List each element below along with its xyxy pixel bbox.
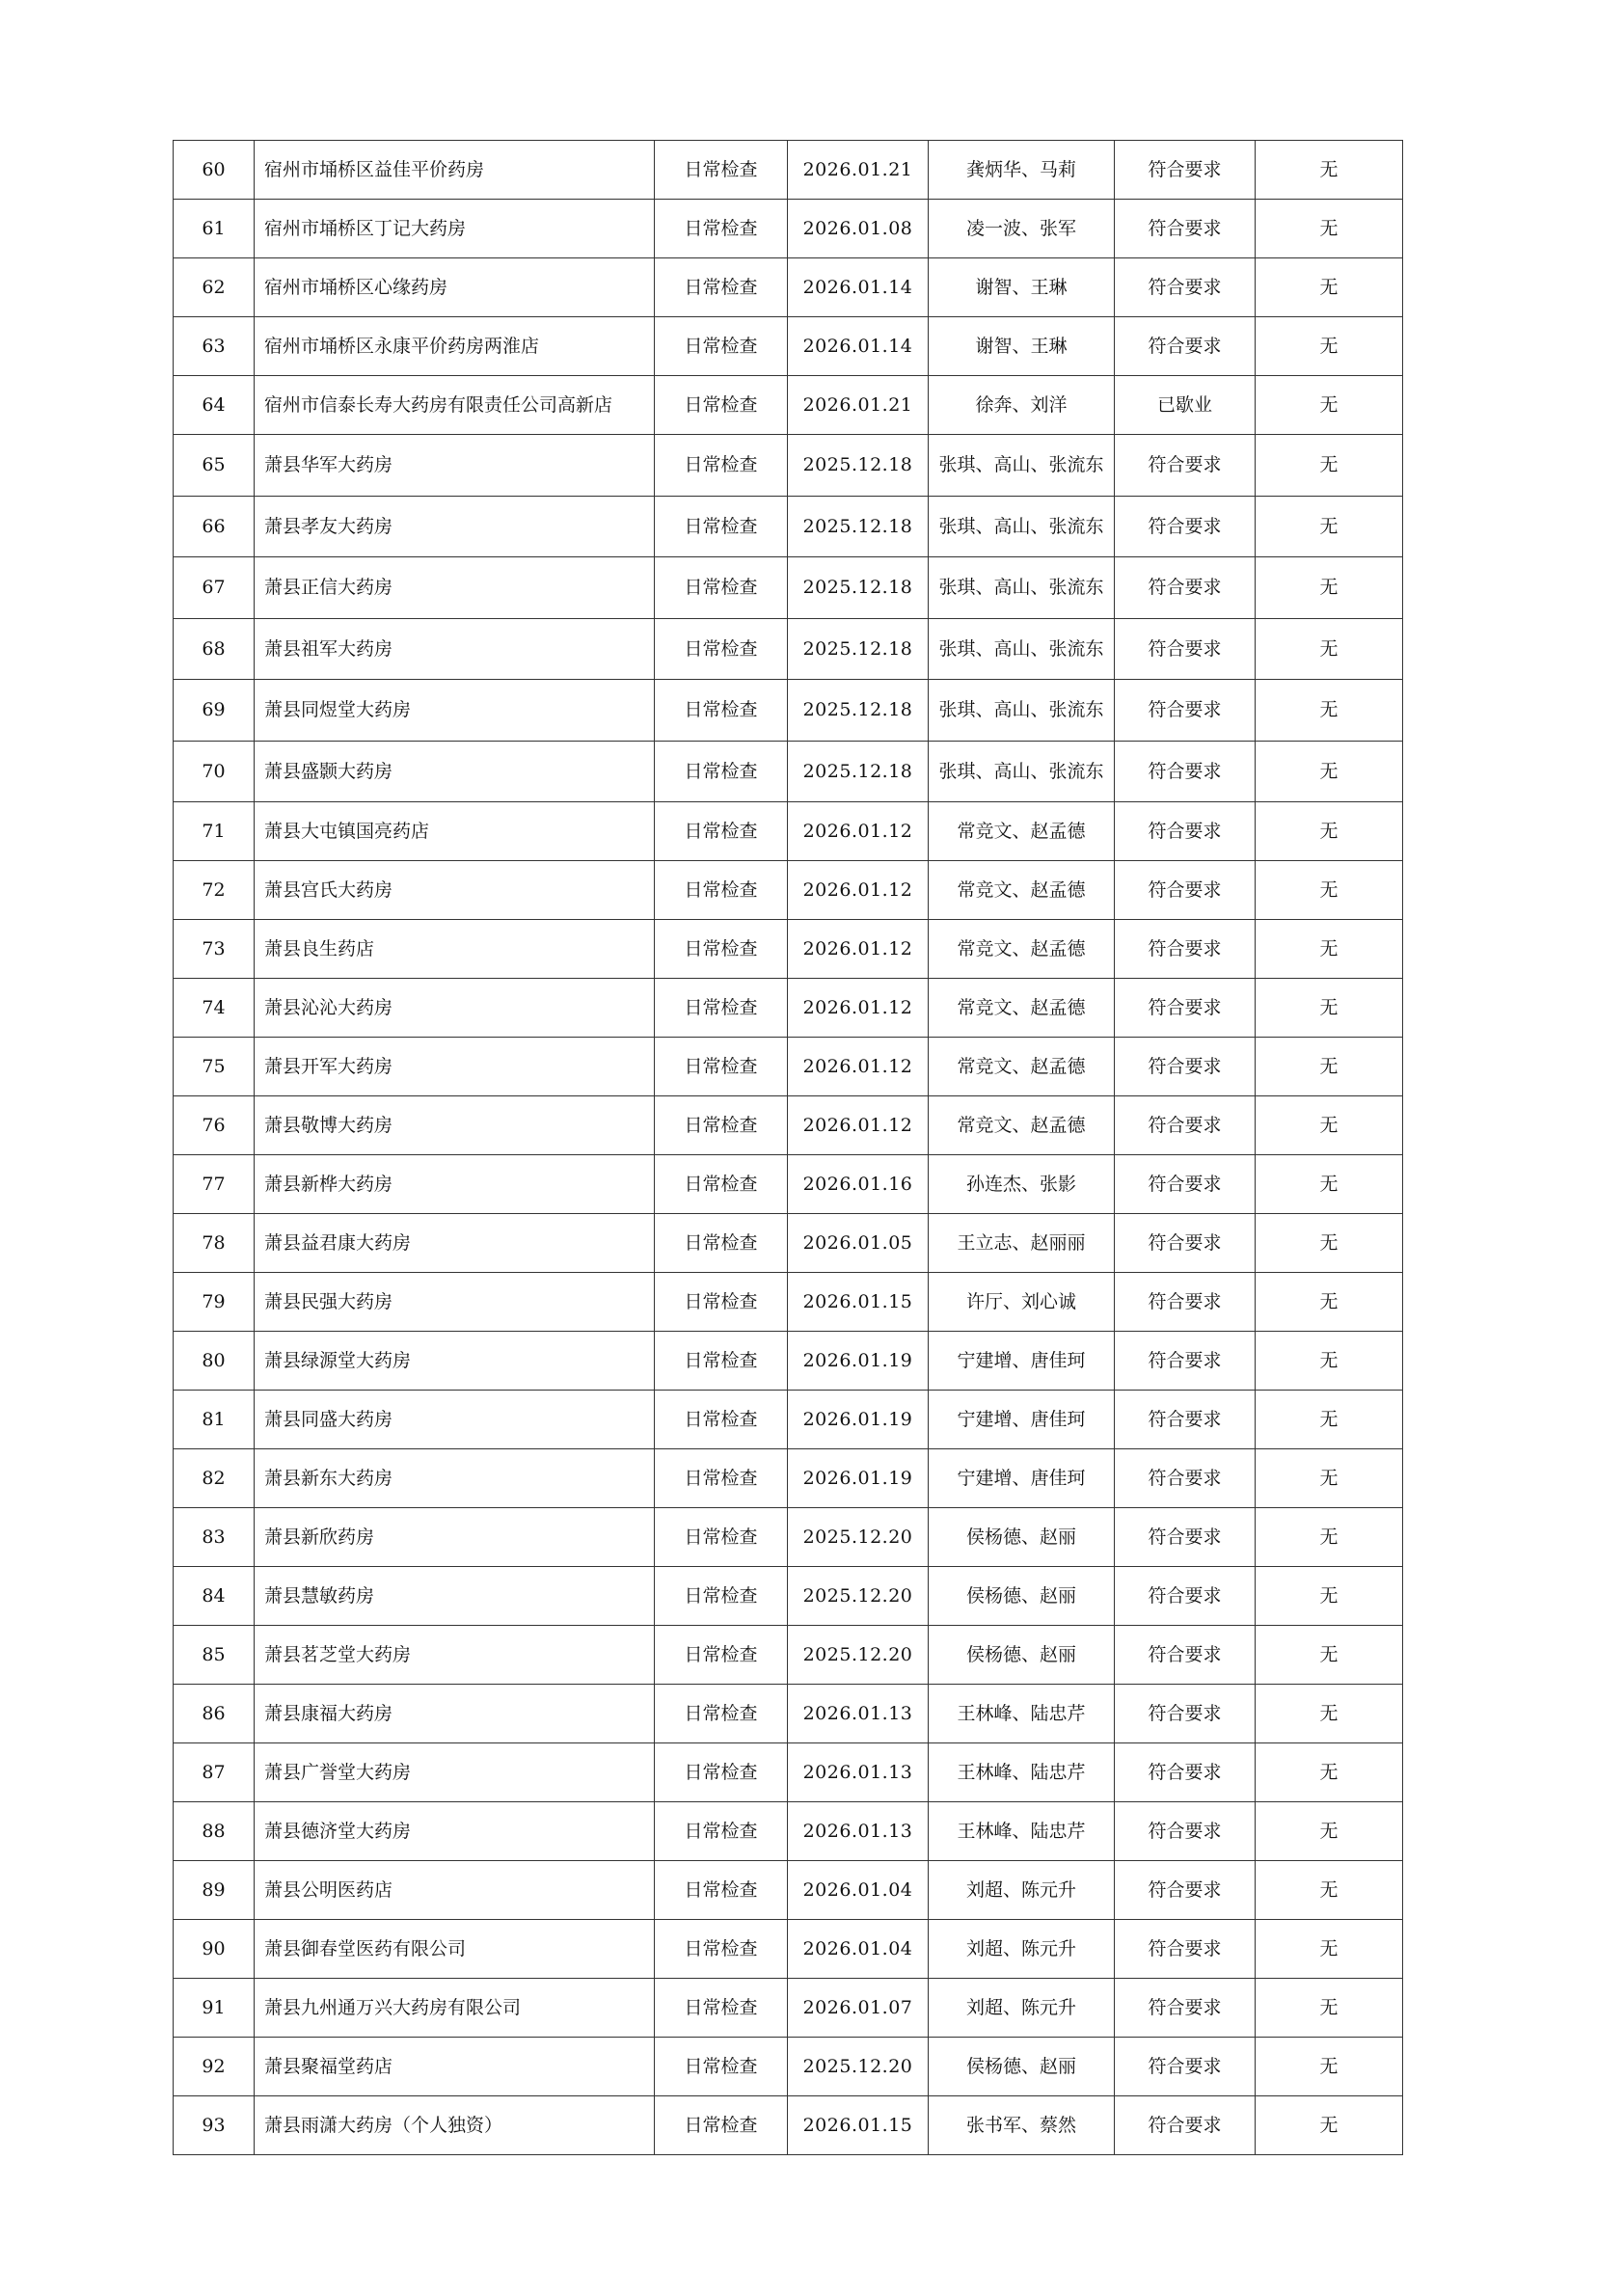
serial-number-cell: 79 xyxy=(174,1273,255,1332)
inspection-result-cell: 符合要求 xyxy=(1115,1096,1256,1155)
pharmacy-name-cell: 萧县新桦大药房 xyxy=(255,1155,655,1214)
table-row xyxy=(174,1567,1403,1626)
inspectors-cell: 张书军、蔡然 xyxy=(929,2096,1115,2155)
inspectors-cell: 常竞文、赵孟德 xyxy=(929,1096,1115,1155)
issue-cell: 无 xyxy=(1256,200,1403,258)
issue-cell: 无 xyxy=(1256,979,1403,1038)
issue-cell: 无 xyxy=(1256,258,1403,317)
inspection-type-cell: 日常检查 xyxy=(655,1567,788,1626)
pharmacy-name-cell: 萧县公明医药店 xyxy=(255,1861,655,1920)
inspection-result-cell: 符合要求 xyxy=(1115,861,1256,920)
issue-cell: 无 xyxy=(1256,920,1403,979)
table-row xyxy=(174,1861,1403,1920)
pharmacy-name-cell: 萧县聚福堂药店 xyxy=(255,2038,655,2096)
table-row xyxy=(174,258,1403,317)
inspection-date-cell: 2025.12.20 xyxy=(788,2038,929,2096)
issue-cell: 无 xyxy=(1256,376,1403,435)
inspection-type-cell: 日常检查 xyxy=(655,376,788,435)
issue-cell: 无 xyxy=(1256,1626,1403,1685)
issue-cell: 无 xyxy=(1256,1743,1403,1802)
inspection-date-cell: 2026.01.15 xyxy=(788,2096,929,2155)
table-row xyxy=(174,1096,1403,1155)
inspection-result-cell: 符合要求 xyxy=(1115,1214,1256,1273)
pharmacy-name-cell: 萧县良生药店 xyxy=(255,920,655,979)
serial-number-cell: 80 xyxy=(174,1332,255,1391)
inspection-type-cell: 日常检查 xyxy=(655,557,788,619)
pharmacy-name-cell: 萧县茗芝堂大药房 xyxy=(255,1626,655,1685)
pharmacy-name-cell: 萧县广誉堂大药房 xyxy=(255,1743,655,1802)
serial-number-cell: 81 xyxy=(174,1391,255,1449)
inspection-type-cell: 日常检查 xyxy=(655,1332,788,1391)
inspection-date-cell: 2026.01.12 xyxy=(788,920,929,979)
inspection-date-cell: 2026.01.04 xyxy=(788,1861,929,1920)
issue-cell: 无 xyxy=(1256,1096,1403,1155)
inspectors-cell: 常竞文、赵孟德 xyxy=(929,802,1115,861)
inspection-result-cell: 符合要求 xyxy=(1115,1273,1256,1332)
pharmacy-name-cell: 萧县新东大药房 xyxy=(255,1449,655,1508)
inspection-date-cell: 2026.01.05 xyxy=(788,1214,929,1273)
inspection-result-cell: 符合要求 xyxy=(1115,1685,1256,1743)
inspectors-cell: 张琪、高山、张流东 xyxy=(929,557,1115,619)
issue-cell: 无 xyxy=(1256,1508,1403,1567)
inspection-result-cell: 符合要求 xyxy=(1115,680,1256,742)
serial-number-cell: 62 xyxy=(174,258,255,317)
inspectors-cell: 龚炳华、马莉 xyxy=(929,141,1115,200)
inspection-type-cell: 日常检查 xyxy=(655,496,788,557)
pharmacy-name-cell: 萧县华军大药房 xyxy=(255,435,655,497)
serial-number-cell: 89 xyxy=(174,1861,255,1920)
serial-number-cell: 83 xyxy=(174,1508,255,1567)
inspectors-cell: 谢智、王琳 xyxy=(929,317,1115,376)
issue-cell: 无 xyxy=(1256,802,1403,861)
inspection-result-cell: 符合要求 xyxy=(1115,1508,1256,1567)
inspectors-cell: 王立志、赵丽丽 xyxy=(929,1214,1115,1273)
inspection-result-cell: 符合要求 xyxy=(1115,1449,1256,1508)
inspection-type-cell: 日常检查 xyxy=(655,1685,788,1743)
inspectors-cell: 王林峰、陆忠芹 xyxy=(929,1802,1115,1861)
inspectors-cell: 侯杨德、赵丽 xyxy=(929,1626,1115,1685)
serial-number-cell: 73 xyxy=(174,920,255,979)
inspection-date-cell: 2025.12.18 xyxy=(788,435,929,497)
inspectors-cell: 宁建增、唐佳珂 xyxy=(929,1449,1115,1508)
inspection-result-cell: 符合要求 xyxy=(1115,1802,1256,1861)
inspection-date-cell: 2026.01.07 xyxy=(788,1979,929,2038)
issue-cell: 无 xyxy=(1256,1802,1403,1861)
inspection-type-cell: 日常检查 xyxy=(655,618,788,680)
inspection-date-cell: 2026.01.13 xyxy=(788,1743,929,1802)
serial-number-cell: 86 xyxy=(174,1685,255,1743)
table-row xyxy=(174,802,1403,861)
serial-number-cell: 82 xyxy=(174,1449,255,1508)
inspection-date-cell: 2026.01.08 xyxy=(788,200,929,258)
pharmacy-name-cell: 萧县孝友大药房 xyxy=(255,496,655,557)
inspection-result-cell: 符合要求 xyxy=(1115,920,1256,979)
inspection-result-cell: 符合要求 xyxy=(1115,141,1256,200)
inspection-result-cell: 符合要求 xyxy=(1115,1861,1256,1920)
inspection-type-cell: 日常检查 xyxy=(655,1626,788,1685)
table-row xyxy=(174,1332,1403,1391)
table-row xyxy=(174,1038,1403,1096)
table-row xyxy=(174,1685,1403,1743)
serial-number-cell: 87 xyxy=(174,1743,255,1802)
serial-number-cell: 72 xyxy=(174,861,255,920)
issue-cell: 无 xyxy=(1256,1273,1403,1332)
inspection-date-cell: 2026.01.19 xyxy=(788,1391,929,1449)
inspection-type-cell: 日常检查 xyxy=(655,1979,788,2038)
serial-number-cell: 67 xyxy=(174,557,255,619)
inspection-result-cell: 符合要求 xyxy=(1115,1626,1256,1685)
pharmacy-name-cell: 萧县新欣药房 xyxy=(255,1508,655,1567)
issue-cell: 无 xyxy=(1256,618,1403,680)
pharmacy-name-cell: 宿州市埇桥区丁记大药房 xyxy=(255,200,655,258)
serial-number-cell: 88 xyxy=(174,1802,255,1861)
table-row xyxy=(174,141,1403,200)
inspection-type-cell: 日常检查 xyxy=(655,2096,788,2155)
inspection-date-cell: 2025.12.18 xyxy=(788,557,929,619)
inspectors-cell: 凌一波、张军 xyxy=(929,200,1115,258)
table-row xyxy=(174,1626,1403,1685)
pharmacy-name-cell: 萧县祖军大药房 xyxy=(255,618,655,680)
table-row xyxy=(174,1391,1403,1449)
inspection-date-cell: 2026.01.12 xyxy=(788,979,929,1038)
pharmacy-name-cell: 萧县九州通万兴大药房有限公司 xyxy=(255,1979,655,2038)
inspection-result-cell: 符合要求 xyxy=(1115,741,1256,802)
inspection-result-cell: 已歇业 xyxy=(1115,376,1256,435)
inspectors-cell: 常竞文、赵孟德 xyxy=(929,861,1115,920)
table-row xyxy=(174,376,1403,435)
table-row xyxy=(174,1743,1403,1802)
pharmacy-name-cell: 萧县正信大药房 xyxy=(255,557,655,619)
inspectors-cell: 常竞文、赵孟德 xyxy=(929,920,1115,979)
table-row xyxy=(174,557,1403,619)
inspectors-cell: 张琪、高山、张流东 xyxy=(929,741,1115,802)
inspection-type-cell: 日常检查 xyxy=(655,1391,788,1449)
inspection-date-cell: 2025.12.18 xyxy=(788,680,929,742)
issue-cell: 无 xyxy=(1256,317,1403,376)
table-row xyxy=(174,435,1403,497)
inspectors-cell: 张琪、高山、张流东 xyxy=(929,680,1115,742)
issue-cell: 无 xyxy=(1256,1567,1403,1626)
pharmacy-name-cell: 萧县慧敏药房 xyxy=(255,1567,655,1626)
inspectors-cell: 孙连杰、张影 xyxy=(929,1155,1115,1214)
inspection-date-cell: 2026.01.21 xyxy=(788,141,929,200)
inspection-type-cell: 日常检查 xyxy=(655,861,788,920)
inspection-type-cell: 日常检查 xyxy=(655,979,788,1038)
table-row xyxy=(174,1802,1403,1861)
inspection-type-cell: 日常检查 xyxy=(655,1273,788,1332)
inspection-date-cell: 2025.12.20 xyxy=(788,1567,929,1626)
issue-cell: 无 xyxy=(1256,2096,1403,2155)
inspection-date-cell: 2025.12.20 xyxy=(788,1626,929,1685)
inspection-result-cell: 符合要求 xyxy=(1115,258,1256,317)
serial-number-cell: 70 xyxy=(174,741,255,802)
inspection-type-cell: 日常检查 xyxy=(655,1096,788,1155)
inspection-type-cell: 日常检查 xyxy=(655,1508,788,1567)
inspectors-cell: 刘超、陈元升 xyxy=(929,1920,1115,1979)
pharmacy-name-cell: 萧县民强大药房 xyxy=(255,1273,655,1332)
table-row xyxy=(174,2038,1403,2096)
serial-number-cell: 63 xyxy=(174,317,255,376)
issue-cell: 无 xyxy=(1256,435,1403,497)
inspection-date-cell: 2026.01.04 xyxy=(788,1920,929,1979)
inspectors-cell: 宁建增、唐佳珂 xyxy=(929,1391,1115,1449)
issue-cell: 无 xyxy=(1256,1449,1403,1508)
inspection-type-cell: 日常检查 xyxy=(655,1920,788,1979)
table-row xyxy=(174,1155,1403,1214)
issue-cell: 无 xyxy=(1256,557,1403,619)
inspection-date-cell: 2025.12.18 xyxy=(788,496,929,557)
inspection-result-cell: 符合要求 xyxy=(1115,1979,1256,2038)
issue-cell: 无 xyxy=(1256,1155,1403,1214)
table-row xyxy=(174,2096,1403,2155)
table-row xyxy=(174,496,1403,557)
inspectors-cell: 徐奔、刘洋 xyxy=(929,376,1115,435)
inspection-result-cell: 符合要求 xyxy=(1115,1332,1256,1391)
pharmacy-name-cell: 萧县御春堂医药有限公司 xyxy=(255,1920,655,1979)
serial-number-cell: 64 xyxy=(174,376,255,435)
inspection-type-cell: 日常检查 xyxy=(655,317,788,376)
inspectors-cell: 王林峰、陆忠芹 xyxy=(929,1743,1115,1802)
serial-number-cell: 77 xyxy=(174,1155,255,1214)
serial-number-cell: 60 xyxy=(174,141,255,200)
inspection-date-cell: 2026.01.21 xyxy=(788,376,929,435)
inspection-type-cell: 日常检查 xyxy=(655,435,788,497)
issue-cell: 无 xyxy=(1256,1214,1403,1273)
inspection-type-cell: 日常检查 xyxy=(655,741,788,802)
inspection-type-cell: 日常检查 xyxy=(655,258,788,317)
inspection-result-cell: 符合要求 xyxy=(1115,979,1256,1038)
serial-number-cell: 85 xyxy=(174,1626,255,1685)
pharmacy-name-cell: 萧县宫氏大药房 xyxy=(255,861,655,920)
inspection-result-cell: 符合要求 xyxy=(1115,200,1256,258)
pharmacy-name-cell: 萧县雨潇大药房（个人独资） xyxy=(255,2096,655,2155)
inspection-result-cell: 符合要求 xyxy=(1115,618,1256,680)
inspection-type-cell: 日常检查 xyxy=(655,920,788,979)
table-row xyxy=(174,1979,1403,2038)
issue-cell: 无 xyxy=(1256,1979,1403,2038)
issue-cell: 无 xyxy=(1256,1685,1403,1743)
serial-number-cell: 92 xyxy=(174,2038,255,2096)
pharmacy-name-cell: 萧县绿源堂大药房 xyxy=(255,1332,655,1391)
inspection-result-cell: 符合要求 xyxy=(1115,1155,1256,1214)
serial-number-cell: 93 xyxy=(174,2096,255,2155)
inspectors-cell: 谢智、王琳 xyxy=(929,258,1115,317)
pharmacy-name-cell: 萧县益君康大药房 xyxy=(255,1214,655,1273)
pharmacy-name-cell: 萧县康福大药房 xyxy=(255,1685,655,1743)
issue-cell: 无 xyxy=(1256,1861,1403,1920)
pharmacy-name-cell: 萧县同盛大药房 xyxy=(255,1391,655,1449)
issue-cell: 无 xyxy=(1256,1920,1403,1979)
table-row xyxy=(174,618,1403,680)
inspection-date-cell: 2026.01.12 xyxy=(788,802,929,861)
issue-cell: 无 xyxy=(1256,496,1403,557)
inspection-type-cell: 日常检查 xyxy=(655,141,788,200)
inspectors-cell: 侯杨德、赵丽 xyxy=(929,1567,1115,1626)
table-row xyxy=(174,920,1403,979)
serial-number-cell: 71 xyxy=(174,802,255,861)
issue-cell: 无 xyxy=(1256,741,1403,802)
inspection-result-cell: 符合要求 xyxy=(1115,435,1256,497)
inspection-result-cell: 符合要求 xyxy=(1115,1038,1256,1096)
serial-number-cell: 84 xyxy=(174,1567,255,1626)
inspection-date-cell: 2026.01.13 xyxy=(788,1802,929,1861)
inspection-result-cell: 符合要求 xyxy=(1115,2096,1256,2155)
inspection-type-cell: 日常检查 xyxy=(655,1155,788,1214)
issue-cell: 无 xyxy=(1256,861,1403,920)
table-row xyxy=(174,200,1403,258)
inspection-date-cell: 2026.01.16 xyxy=(788,1155,929,1214)
inspection-type-cell: 日常检查 xyxy=(655,1743,788,1802)
table-row xyxy=(174,680,1403,742)
serial-number-cell: 61 xyxy=(174,200,255,258)
inspectors-cell: 刘超、陈元升 xyxy=(929,1979,1115,2038)
table-row xyxy=(174,1273,1403,1332)
pharmacy-name-cell: 萧县盛颢大药房 xyxy=(255,741,655,802)
issue-cell: 无 xyxy=(1256,1332,1403,1391)
inspection-result-cell: 符合要求 xyxy=(1115,1567,1256,1626)
inspection-date-cell: 2026.01.13 xyxy=(788,1685,929,1743)
serial-number-cell: 76 xyxy=(174,1096,255,1155)
inspection-result-cell: 符合要求 xyxy=(1115,1391,1256,1449)
inspectors-cell: 侯杨德、赵丽 xyxy=(929,1508,1115,1567)
pharmacy-name-cell: 萧县德济堂大药房 xyxy=(255,1802,655,1861)
inspection-type-cell: 日常检查 xyxy=(655,2038,788,2096)
issue-cell: 无 xyxy=(1256,141,1403,200)
serial-number-cell: 90 xyxy=(174,1920,255,1979)
table-row xyxy=(174,741,1403,802)
inspection-result-cell: 符合要求 xyxy=(1115,2038,1256,2096)
table-row xyxy=(174,1214,1403,1273)
issue-cell: 无 xyxy=(1256,2038,1403,2096)
serial-number-cell: 65 xyxy=(174,435,255,497)
inspection-date-cell: 2026.01.19 xyxy=(788,1332,929,1391)
serial-number-cell: 91 xyxy=(174,1979,255,2038)
inspectors-cell: 张琪、高山、张流东 xyxy=(929,435,1115,497)
pharmacy-name-cell: 萧县大屯镇国亮药店 xyxy=(255,802,655,861)
inspection-date-cell: 2026.01.15 xyxy=(788,1273,929,1332)
inspectors-cell: 王林峰、陆忠芹 xyxy=(929,1685,1115,1743)
table-row xyxy=(174,1920,1403,1979)
serial-number-cell: 68 xyxy=(174,618,255,680)
inspection-date-cell: 2026.01.19 xyxy=(788,1449,929,1508)
inspection-type-cell: 日常检查 xyxy=(655,1038,788,1096)
inspection-date-cell: 2026.01.12 xyxy=(788,861,929,920)
inspection-result-cell: 符合要求 xyxy=(1115,802,1256,861)
pharmacy-name-cell: 宿州市埇桥区益佳平价药房 xyxy=(255,141,655,200)
inspectors-cell: 常竞文、赵孟德 xyxy=(929,1038,1115,1096)
inspectors-cell: 刘超、陈元升 xyxy=(929,1861,1115,1920)
inspection-date-cell: 2026.01.14 xyxy=(788,258,929,317)
table-row xyxy=(174,1449,1403,1508)
inspection-type-cell: 日常检查 xyxy=(655,680,788,742)
inspectors-cell: 常竞文、赵孟德 xyxy=(929,979,1115,1038)
inspection-date-cell: 2025.12.20 xyxy=(788,1508,929,1567)
inspectors-cell: 侯杨德、赵丽 xyxy=(929,2038,1115,2096)
pharmacy-name-cell: 萧县开军大药房 xyxy=(255,1038,655,1096)
serial-number-cell: 66 xyxy=(174,496,255,557)
inspection-type-cell: 日常检查 xyxy=(655,1214,788,1273)
inspection-type-cell: 日常检查 xyxy=(655,802,788,861)
pharmacy-name-cell: 宿州市信泰长寿大药房有限责任公司高新店 xyxy=(255,376,655,435)
table-row xyxy=(174,861,1403,920)
table-row xyxy=(174,317,1403,376)
table-row xyxy=(174,1508,1403,1567)
inspectors-cell: 许厅、刘心诚 xyxy=(929,1273,1115,1332)
inspection-result-cell: 符合要求 xyxy=(1115,1743,1256,1802)
table-body xyxy=(174,141,1403,2155)
serial-number-cell: 74 xyxy=(174,979,255,1038)
inspection-type-cell: 日常检查 xyxy=(655,200,788,258)
inspection-result-cell: 符合要求 xyxy=(1115,557,1256,619)
inspection-type-cell: 日常检查 xyxy=(655,1802,788,1861)
inspection-date-cell: 2025.12.18 xyxy=(788,741,929,802)
inspection-type-cell: 日常检查 xyxy=(655,1861,788,1920)
inspection-type-cell: 日常检查 xyxy=(655,1449,788,1508)
inspection-result-cell: 符合要求 xyxy=(1115,1920,1256,1979)
pharmacy-name-cell: 宿州市埇桥区永康平价药房两淮店 xyxy=(255,317,655,376)
inspection-date-cell: 2026.01.12 xyxy=(788,1096,929,1155)
serial-number-cell: 78 xyxy=(174,1214,255,1273)
pharmacy-name-cell: 萧县同煜堂大药房 xyxy=(255,680,655,742)
pharmacy-name-cell: 萧县沁沁大药房 xyxy=(255,979,655,1038)
issue-cell: 无 xyxy=(1256,1038,1403,1096)
issue-cell: 无 xyxy=(1256,680,1403,742)
inspection-date-cell: 2026.01.12 xyxy=(788,1038,929,1096)
inspectors-cell: 宁建增、唐佳珂 xyxy=(929,1332,1115,1391)
inspectors-cell: 张琪、高山、张流东 xyxy=(929,618,1115,680)
inspection-date-cell: 2026.01.14 xyxy=(788,317,929,376)
pharmacy-name-cell: 宿州市埇桥区心缘药房 xyxy=(255,258,655,317)
inspectors-cell: 张琪、高山、张流东 xyxy=(929,496,1115,557)
inspection-table xyxy=(173,140,1403,2155)
table-row xyxy=(174,979,1403,1038)
serial-number-cell: 69 xyxy=(174,680,255,742)
issue-cell: 无 xyxy=(1256,1391,1403,1449)
inspection-result-cell: 符合要求 xyxy=(1115,496,1256,557)
serial-number-cell: 75 xyxy=(174,1038,255,1096)
pharmacy-name-cell: 萧县敬博大药房 xyxy=(255,1096,655,1155)
inspection-date-cell: 2025.12.18 xyxy=(788,618,929,680)
inspection-result-cell: 符合要求 xyxy=(1115,317,1256,376)
